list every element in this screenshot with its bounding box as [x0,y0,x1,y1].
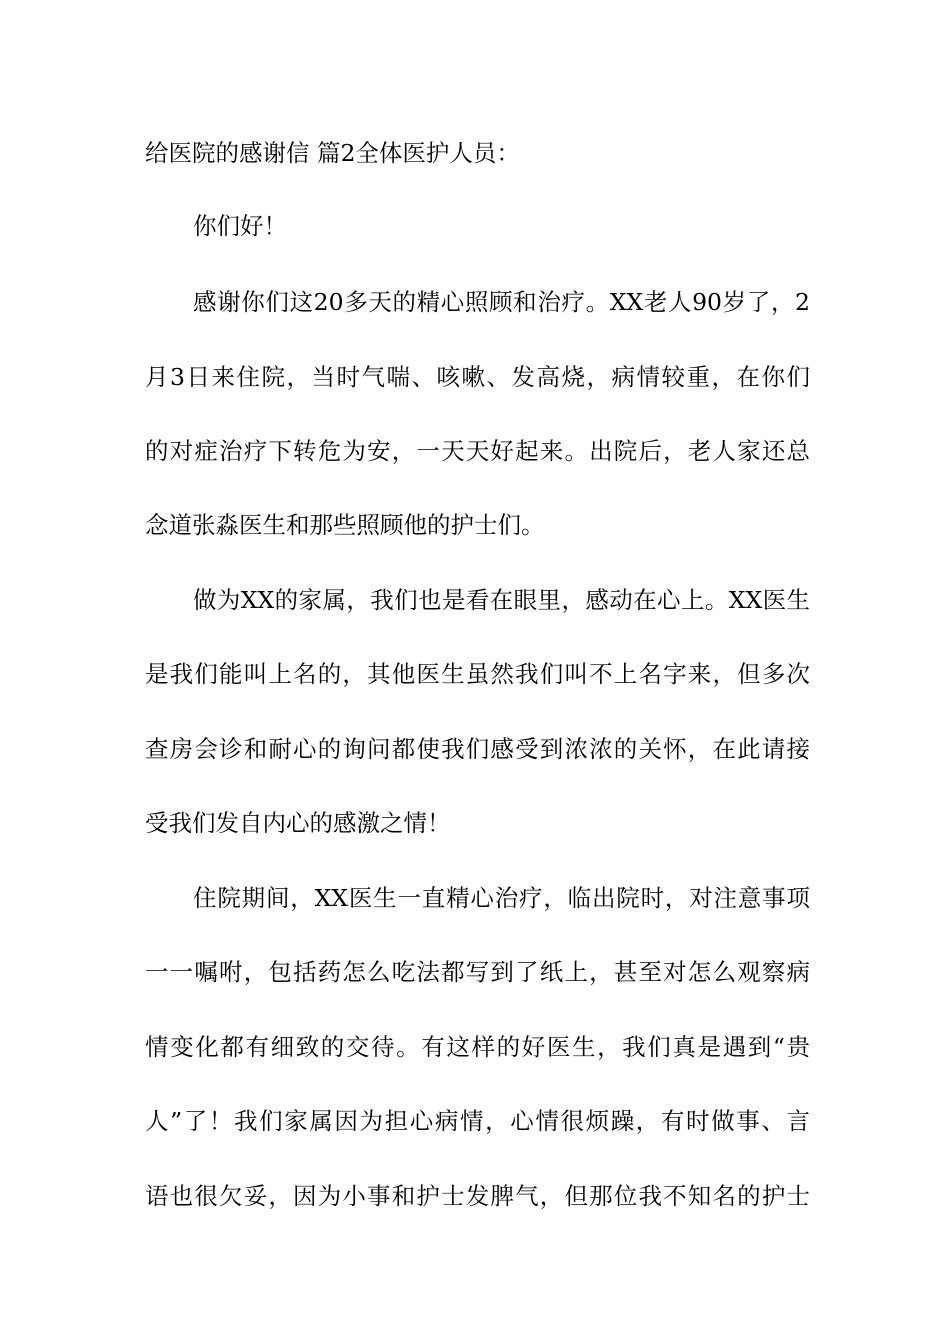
paragraph-2-line-4: 受我们发自内心的感激之情！ [145,809,451,837]
paragraph-2-line-2: 是我们能叫上名的，其他医生虽然我们叫不上名字来，但多次 [145,660,810,688]
paragraph-3-line-1: 住院期间，XX医生一直精心治疗，临出院时，对注意事项 [193,884,810,912]
paragraph-1-line-4: 念道张淼医生和那些照顾他的护士们。 [145,511,545,539]
paragraph-2-line-1: 做为XX的家属，我们也是看在眼里，感动在心上。XX医生 [193,586,810,614]
paragraph-1-line-2: 月3日来住院，当时气喘、咳嗽、发高烧，病情较重，在你们 [145,363,810,391]
paragraph-3-line-4: 人”了！我们家属因为担心病情，心情很烦躁，有时做事、言 [145,1107,810,1135]
greeting-line: 你们好！ [193,212,287,240]
paragraph-3-line-3: 情变化都有细致的交待。有这样的好医生，我们真是遇到“贵 [145,1033,810,1061]
letter-title-line: 给医院的感谢信 篇2全体医护人员： [145,139,520,167]
paragraph-2-line-3: 查房会诊和耐心的询问都使我们感受到浓浓的关怀，在此请接 [145,735,810,763]
paragraph-3-line-5: 语也很欠妥，因为小事和护士发脾气，但那位我不知名的护士 [145,1182,810,1210]
paragraph-1-line-1: 感谢你们这20多天的精心照顾和治疗。XX老人90岁了，2 [193,288,810,316]
paragraph-1-line-3: 的对症治疗下转危为安，一天天好起来。出院后，老人家还总 [145,437,810,465]
paragraph-3-line-2: 一一嘱咐，包括药怎么吃法都写到了纸上，甚至对怎么观察病 [145,958,810,986]
